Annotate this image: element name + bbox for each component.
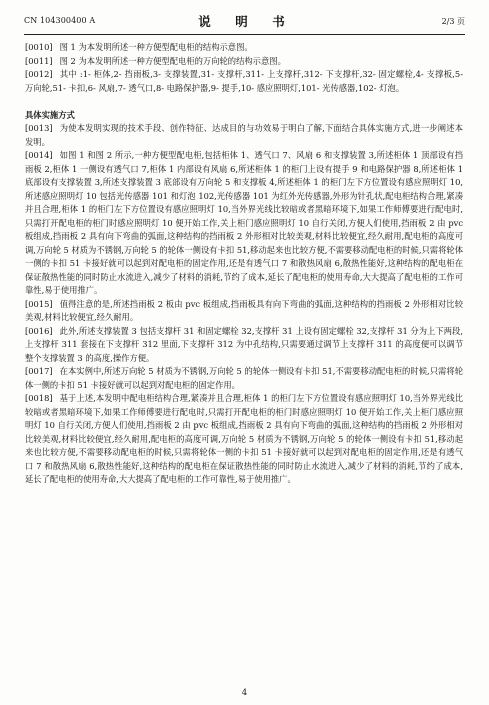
paragraph-0018	[25, 392, 463, 487]
paragraph-text: 为使本发明实现的技术手段、创作特征、达成目的与功效易于明白了解,下面结合具体实施方式,进一步阐述本发明。	[25, 123, 463, 147]
paragraph-0015	[25, 298, 463, 325]
paragraph-tag: [0017]	[25, 366, 53, 376]
section-heading: 具体实施方式	[25, 109, 75, 120]
paragraph-tag: [0016]	[25, 325, 53, 336]
paragraph-text: 此外,所述支撑装置 3 包括支撑杆 31 和固定螺栓 32,支撑杆 31 上设有固定螺栓 32,支撑杆 31 分为上下两段,上支撑杆 311 套接在下支撑杆 312 里面,下支撑杆 312 为中孔结构,只需要通过调节上支撑杆 311 的高度便可以调节整个支撑装置 3 的高度,操作方便。	[25, 325, 463, 363]
paragraph-tag: [0018]	[25, 393, 53, 403]
document-body	[25, 41, 463, 487]
section-spacer	[25, 95, 463, 109]
paragraph-tag: [0015]	[25, 298, 53, 309]
paragraph-text: 图 2 为本发明所述一种方便型配电柜的万向轮的结构示意图。	[59, 55, 286, 66]
paragraph-tag: [0010]	[25, 42, 53, 52]
page-indicator: 2/3 页	[441, 17, 465, 26]
paragraph-tag: [0012]	[25, 69, 53, 79]
paragraph-tag: [0014]	[25, 150, 53, 160]
paragraph-0010	[25, 41, 463, 55]
page-header	[24, 10, 465, 32]
paragraph-text: 基于上述,本发明中配电柜结构合理,紧凑并且合理,柜体 1 的柜门左下方位置设有感应照明灯 10,当外界光线比较暗或者黑暗环境下,如果工作师傅要进行配电时,只需打开配电柜的柜门时感应照明灯 10 便开始工作,关上柜门感应照明灯 10 自行关闭,方便人们使用,挡雨板 2 由 pvc 板组成,挡雨板 2 具有向下弯曲的弧面,这种结构的挡雨板 2 外形相对比较美观,材料比较便宜,经久耐用,配电柜的高度可调,万向轮 5 材质为不锈钢,万向轮 5 的轮体一侧设有卡扣 51,移动起来也比较方便,不需要移动配电柜的时候,只需将轮体一侧的卡扣 51 卡接好就可以起到对配电柜的固定作用,还是有透气口 7 和散热风扇 6,散热性能好,这种结构的配电柜在保证散热性能的同时防止水流进入,减少了材料的消耗,节约了成本,延长了配电柜的使用寿命,大大提高了配电柜的工作可靠性,易于使用推广。	[25, 393, 463, 484]
header-divider	[24, 34, 465, 35]
page-number: 4	[241, 688, 248, 698]
paragraph-0016	[25, 325, 463, 366]
document-title: 说 明 书	[198, 14, 291, 29]
patent-number: CN 104300400 A	[24, 16, 96, 25]
paragraph-text: 值得注意的是,所述挡雨板 2 板由 pvc 板组成,挡雨板具有向下弯曲的弧面,这种结构的挡雨板 2 外形相对比较美观,材料比较便宜,经久耐用。	[25, 298, 463, 322]
paragraph-text: 其中 :1- 柜体,2- 挡雨板,3- 支撑装置,31- 支撑杆,311- 上支撑杆,312- 下支撑杆,32- 固定螺栓,4- 支撑板,5- 万向轮,51- 卡扣,6- 风扇,7- 透气口,8- 电路保护器,9- 提手,10- 感应照明灯,101- 光传感器,102- 灯泡。	[25, 69, 463, 93]
paragraph-0012	[25, 68, 463, 95]
paragraph-text: 在本实例中,所述万向轮 5 材质为不锈钢,万向轮 5 的轮体一侧设有卡扣 51,不需要移动配电柜的时候,只需将轮体一侧的卡扣 51 卡接好就可以起到对配电柜的固定作用。	[25, 366, 463, 390]
paragraph-tag: [0013]	[25, 123, 53, 133]
paragraph-text: 图 1 为本发明所述一种方便型配电柜的结构示意图。	[59, 42, 253, 52]
paragraph-0013	[25, 122, 463, 149]
paragraph-0017	[25, 365, 463, 392]
paragraph-text: 如图 1 和图 2 所示,一种方便型配电柜,包括柜体 1、透气口 7、风扇 6 和支撑装置 3,所述柜体 1 顶部设有挡雨板 2,柜体 1 一侧设有透气口 7,柜体 1 内部设有风扇 6,所述柜体 1 的柜门上设有提手 9 和电路保护器 8,所述柜体 1 底部设有支撑装置 3,所述支撑装置 3 底部设有万向轮 5 和支撑板 4,所述柜体 1 的柜门左下方位置设有感应照明灯 10,所述感应照明灯 10 包括光传感器 101 和灯泡 102,光传感器 101 为红外光传感器,外形为针孔状,配电柜结构合理,紧凑并且合理,柜体 1 的柜门左下方位置设有感应照明灯 10,当外界光线比较暗或者黑暗环境下,如果工作师傅要进行配电时,只需打开配电柜的柜门时感应照明灯 10 便开始工作,关上柜门感应照明灯 10 自行关闭,方便人们使用,挡雨板 2 由 pvc 板组成,挡雨板 2 具有向下弯曲的弧面,这种结构的挡雨板 2 外形相对比较美观,材料比较便宜,经久耐用,配电柜的高度可调,万向轮 5 材质为不锈钢,万向轮 5 的轮体一侧设有卡扣 51,移动起来也比较方便,不需要移动配电柜的时候,只需将轮体一侧的卡扣 51 卡接好就可以起到对配电柜的固定作用,还是有透气口 7 和散热风扇 6,散热性能好,这种结构的配电柜在保证散热性能的同时防止水流进入,减少了材料的消耗,节约了成本,延长了配电柜的使用寿命,大大提高了配电柜的工作可靠性,易于使用推广。	[25, 150, 463, 295]
paragraph-0014	[25, 149, 463, 298]
paragraph-tag: [0011]	[25, 55, 53, 66]
paragraph-0011	[25, 55, 463, 69]
